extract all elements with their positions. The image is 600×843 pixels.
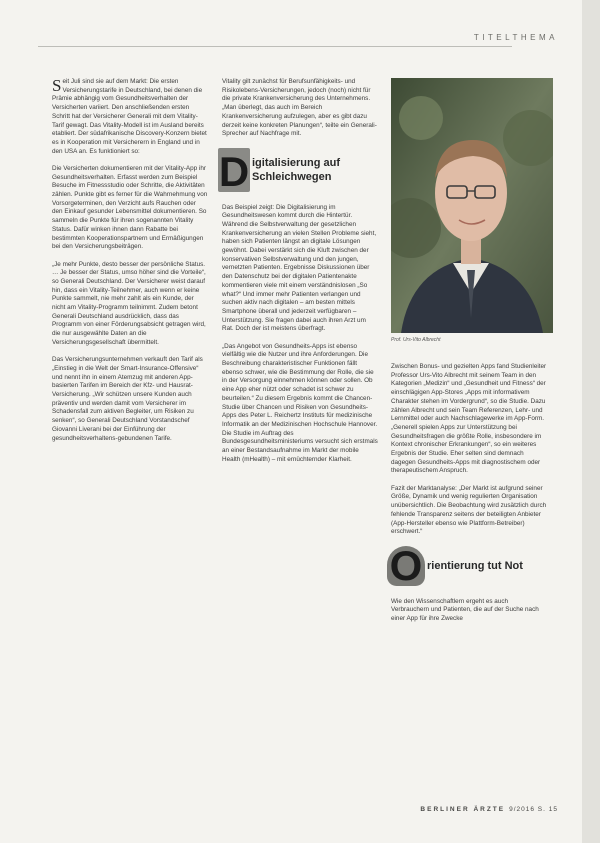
column-3-paragraph: Wie den Wissenschaftlern ergeht es auch Verbrauchern und Patienten, die auf der Suche nach einer App für ihre Zwecke bbox=[391, 597, 539, 622]
section-label: TITELTHEMA bbox=[473, 33, 558, 42]
column-1-paragraph: Seit Juli sind sie auf dem Markt: Die ersten Versicherungstarife in Deutschland, bei denen die Prämie abhängig vom Gesundheitsverhalten der Versicherten variiert. Den anschließenden ersten Schritt hat der Versicherer Generali mit dem Vitality-Tarif gewagt. Das Vitality-Modell ist im Ausland bereits etabliert. Der südafrikanische Discovery-Konzern bietet es in Kooperation mit Versicherern in England und in den USA an. Es funktioniert so: bbox=[52, 76, 207, 155]
page-footer bbox=[420, 806, 558, 813]
heading-initial: O bbox=[387, 546, 425, 586]
portrait-photo bbox=[391, 78, 553, 333]
dropcap: S bbox=[52, 76, 62, 95]
column-2-paragraph: „Das Angebot von Gesundheits-Apps ist ebenso vielfältig wie die Nutzer und ihre Anforderungen. Die Beschreibung charakteristischer Funktionen fällt ebenso schwer, wie die Bestimmung der Rolle, die sie in der Versorgung einnehmen können oder sollen. Ob eine App eher nützt oder schadet ist schwer zu beurteilen.“ Zu diesem Ergebnis kommt die Chancen-Studie über Chancen und Risiken von Gesundheits-Apps des Peter L. Reichertz Instituts für medizinische Informatik an der Medizinischen Hochschule Hannover. Die Studie im Auftrag des Bundesgesundheitsministeriums versucht sich erstmals an einer Bestandsaufnahme im Markt der mobile Health (mHealth) – mit ernüchternder Klarheit. bbox=[222, 342, 378, 463]
heading-text: rientierung tut Not bbox=[427, 559, 523, 572]
page-edge bbox=[582, 0, 600, 843]
column-3 bbox=[391, 363, 547, 632]
header-rule bbox=[38, 46, 512, 47]
heading-text: igitalisierung auf Schleichwegen bbox=[252, 156, 341, 183]
heading-initial: D bbox=[218, 147, 250, 195]
column-3-paragraph: Fazit der Marktanalyse: „Der Markt ist aufgrund seiner Größe, Dynamik und wenig regulierten Organisation unübersichtlich. Die Beobachtung wird zusätzlich durch fehlende Transparenz seitens der beteiligten Anbieter (App-Hersteller ebenso wie Plattform-Betreiber) erschwert.“ bbox=[391, 484, 547, 536]
column-1-paragraph: „Je mehr Punkte, desto besser der persönliche Status. … Je besser der Status, umso höher sind die Vorteile“, so Generali Deutschland. Der Versicherer weist darauf hin, dass ein Vitality-Teilnehmer, auch wenn er keine Punkte sammelt, nie mehr zahlt als ein Kunde, der nicht am Vitality-Programm teilnimmt. Zudem betont Generali Deutschland ausdrücklich, dass das Programm von einer Förderungsabsicht getragen wird, die nur ausgewählte Daten an die Versicherungsgesellschaft übermittelt. bbox=[52, 260, 206, 346]
column-3-paragraph: Zwischen Bonus- und gezielten Apps fand Studienleiter Professor Urs-Vito Albrecht mit seinem Team in den Kategorien „Medizin“ und „Gesundheit und Fitness“ der einschlägigen App-Stores „Apps mit informativem Charakter stehen im Vordergrund“, so die Studie. Dazu zählen Albrecht und sein Team Referenzen, Lehr- und Lernmittel oder auch Nachschlagewerke im App-Form. „Generell spielen Apps zur Unterstützung bei Gesundheitsfragen die größte Rolle, insbesondere im Kontext chronischer Erkrankungen“, so ein weiteres Ergebnis der Studie. Eher selten sind demnach dagegen Gesundheits-Apps mit diagnostischem oder therapeutischem Anspruch. bbox=[391, 363, 547, 475]
column-2-paragraph: Das Beispiel zeigt: Die Digitalisierung im Gesundheitswesen kommt durch die Hintertür. Während die Selbstverwaltung der gesetzlichen Krankenversicherung an vielen Stellen Probleme sieht, haben sich Patienten längst an digitale Lösungen gewöhnt. Dabei verstärkt sich die Kluft zwischen der konservativen Selbstverwaltung und den jungen, vernetzten Patienten. Ergebnisse Diskussionen über den Datenschutz bei der digitalen Patientenakte kommentieren viele mit einem verständnislosen „So what?“ Und immer mehr Patienten verlangen und suchen aktiv nach digitalen – am besten mittels Smartphone überall und jederzeit verfügbaren – Unterstützung. Sie fragen dabei auch ihren Arzt um Rat. Doch der ist meistens überfragt. bbox=[222, 203, 377, 333]
column-1 bbox=[52, 78, 208, 452]
column-1-paragraph: Das Versicherungsunternehmen verkauft den Tarif als „Einstieg in die Welt der Smart-Insurance-Offensive“ und nennt ihn in einem Atemzug mit anderen App-basierten Tarifen im Bereich der Kfz- und Hausrat-Versicherung. „Wir schützen unsere Kunden auch präventiv und werden damit vom Versicherer im Schadensfall zum aktiven Begleiter, um Risiken zu senken“, so Generali Deutschland Vorstandschef Giovanni Liverani bei der Einführung der gesundheitsverhaltens-gebundenen Tarife. bbox=[52, 356, 203, 442]
magazine-name: BERLINER ÄRZTE bbox=[420, 806, 506, 813]
column-1-paragraph: Die Versicherten dokumentieren mit der Vitality-App ihr Gesundheitsverhalten. Erfasst werden zum Beispiel Besuche im Fitnessstudio oder Schritte, die Aktivitäten zählen. Punkte gibt es ferner für die Wahrnehmung von Vorsorgeterminen, den Verzicht aufs Rauchen oder den Einkauf gesunder Lebensmittel dokumentieren. So sammeln die Punkte für ihren sogenannten Vitality Status. Dafür winken ihnen dann Rabatte bei bestimmten Kooperationspartnern und Ermäßigungen bei den Versicherungsbeiträgen. bbox=[52, 164, 208, 251]
photo-caption: Prof. Urs-Vito Albrecht bbox=[391, 337, 441, 343]
subheading-orientierung bbox=[387, 541, 547, 589]
issue-number: 9/2016 S. 15 bbox=[509, 806, 558, 813]
column-2 bbox=[218, 78, 378, 473]
column-2-paragraph: Vitality gilt zunächst für Berufsunfähigkeits- und Risikolebens-Versicherungen, jedoch (noch) nicht für die private Krankenversicherung des Unternehmens. „Man überlegt, das auch im Bereich Krankenversicherung aufzulegen, aber es gibt dazu derzeit keine konkreten Planungen“, teilte ein Generali-Sprecher auf Nachfrage mit. bbox=[222, 78, 377, 138]
portrait-photo-icon bbox=[391, 78, 553, 333]
subheading-digitalisierung bbox=[218, 147, 378, 195]
